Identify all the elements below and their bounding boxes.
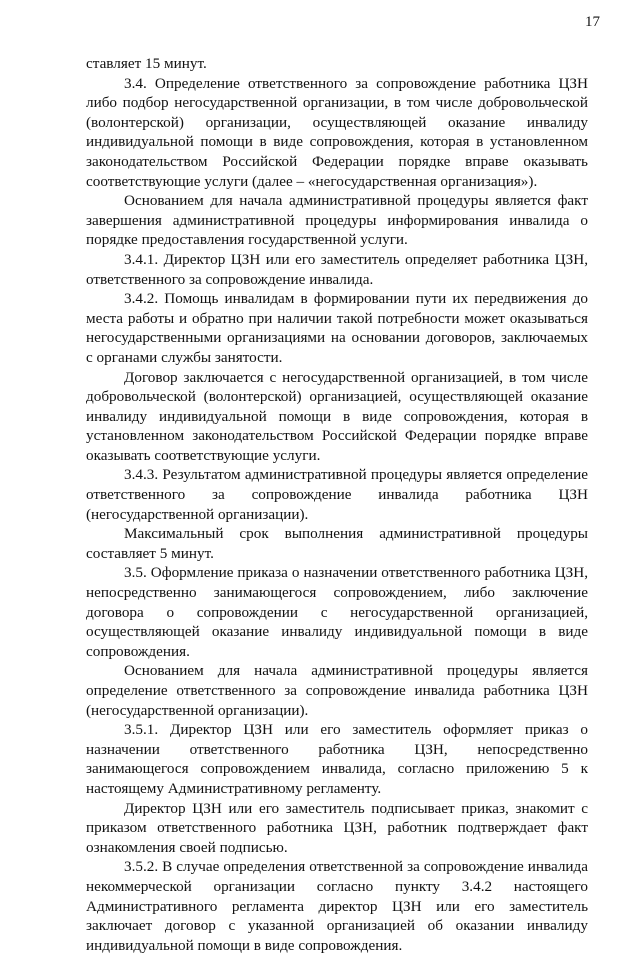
paragraph-3-5: 3.5. Оформление приказа о назначении ответственного работника ЦЗН, непосредственно занимающегося сопровождением, либо заключение договора о сопровождении с негосударственной организацией, осуществляющей оказание инвалиду индивидуальной помощи в виде сопровождения. (86, 564, 588, 660)
paragraph-continuation: ставляет 15 минут. (86, 55, 207, 72)
paragraph-3-4-2: 3.4.2. Помощь инвалидам в формировании пути их передвижения до места работы и обратно при наличии такой потребности может оказываться негосударственными организациями на основании договоров, заключаемых с органами службы занятости. (86, 290, 588, 366)
paragraph-basis-3-4: Основанием для начала административной процедуры является факт завершения административной процедуры информирования инвалида о порядке предоставления государственной услуги. (86, 192, 588, 249)
paragraph-basis-3-5: Основанием для начала административной процедуры является определение ответственного за сопровождение инвалида работника ЦЗН (негосударственной организации). (86, 662, 588, 719)
paragraph-signature: Директор ЦЗН или его заместитель подписывает приказ, знакомит с приказом ответственного работника ЦЗН, работник подтверждает факт ознакомления своей подписью. (86, 799, 588, 856)
paragraph-max-time: Максимальный срок выполнения административной процедуры составляет 5 минут. (86, 525, 588, 562)
body-text (86, 54, 588, 955)
paragraph-3-4-1: 3.4.1. Директор ЦЗН или его заместитель определяет работника ЦЗН, ответственного за сопровождение инвалида. (86, 250, 588, 288)
page-number: 17 (585, 14, 600, 30)
paragraph-contract: Договор заключается с негосударственной организацией, в том числе добровольческой (волонтерской) организацией, осуществляющей оказание инвалиду индивидуальной помощи в виде сопровождения, которая в установленном законодательством Российской Федерации порядке вправе оказывать соответствующие услуги. (86, 368, 588, 464)
paragraph-3-4: 3.4. Определение ответственного за сопровождение работника ЦЗН либо подбор негосударственной организации, в том числе добровольческой (волонтерской) организации, осуществляющей оказание инвалиду индивидуальной помощи в виде сопровождения, которая в установленном законодательством Российской Федерации порядке вправе оказывать соответствующие услуги (далее – «негосударственная организация»). (86, 74, 588, 190)
paragraph-3-5-2: 3.5.2. В случае определения ответственной за сопровождение инвалида некоммерческой организации согласно пункту 3.4.2 настоящего Административного регламента директор ЦЗН или его заместитель заключает договор с указанной организацией об оказании инвалиду индивидуальной помощи в виде сопровождения. (86, 858, 588, 954)
paragraph-3-5-1: 3.5.1. Директор ЦЗН или его заместитель оформляет приказ о назначении ответственного работника ЦЗН, непосредственно занимающегося сопровождением инвалида, согласно приложению 5 к настоящему Административному регламенту. (86, 721, 588, 797)
paragraph-3-4-3: 3.4.3. Результатом административной процедуры является определение ответственного за сопровождение инвалида работника ЦЗН (негосударственной организации). (86, 466, 588, 523)
